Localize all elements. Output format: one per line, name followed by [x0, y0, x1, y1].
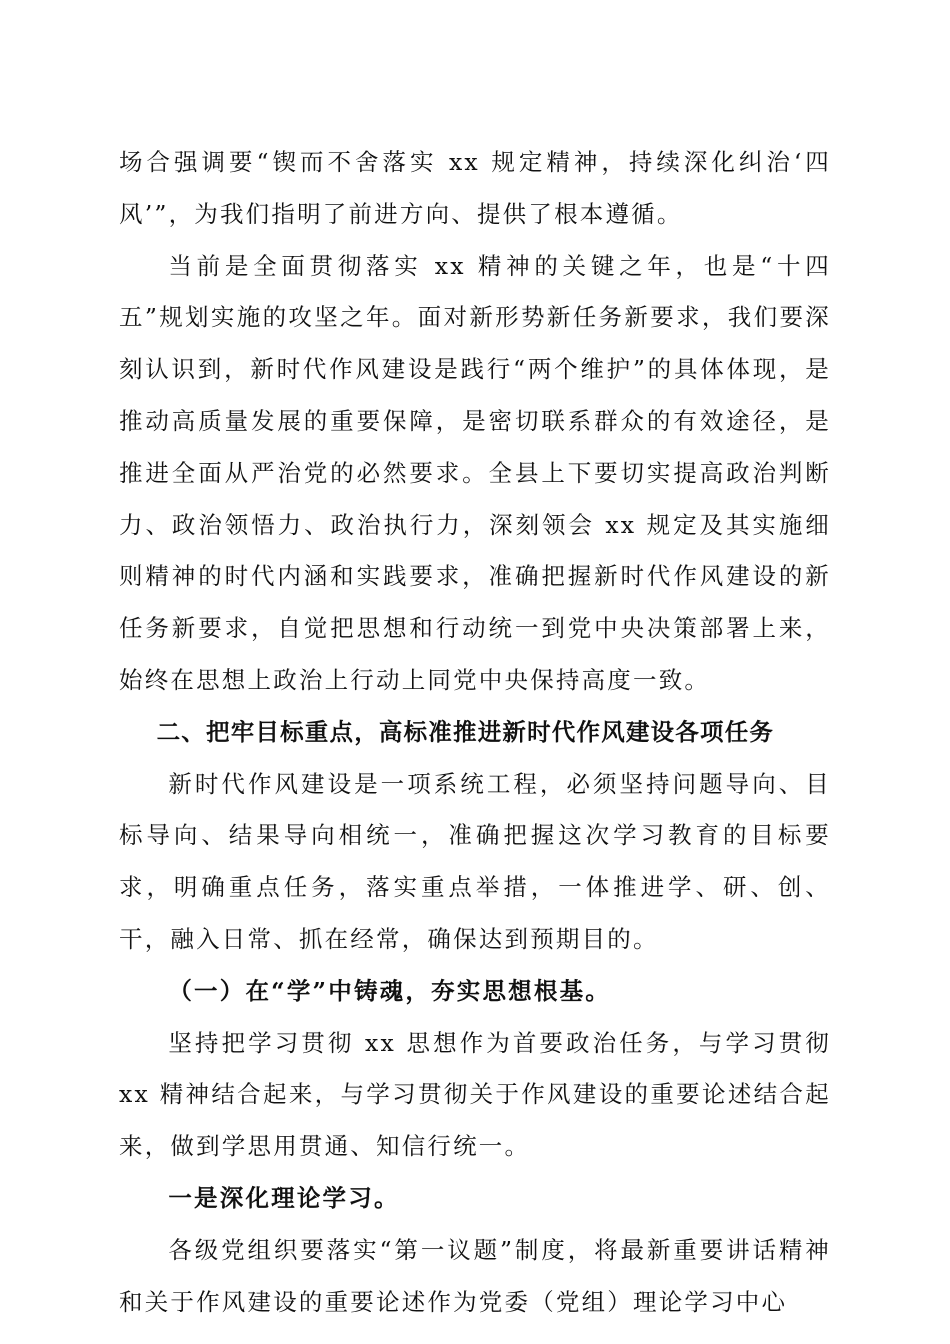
- paragraph-system-engineering: 新时代作风建设是一项系统工程，必须坚持问题导向、目标导向、结果导向相统一，准确把握这次学习教育的目标要求，明确重点任务，落实重点举措，一体推进学、研、创、干，融入日常、抓在经常，确保达到预期目的。: [119, 769, 831, 953]
- paragraph-continuation: 场合强调要“锲而不舍落实 xx 规定精神，持续深化纠治‘四风’”，为我们指明了前进方向、提供了根本遵循。: [119, 148, 831, 228]
- document-page: [119, 137, 831, 1328]
- section-heading-2: 二、把牢目标重点，高标准推进新时代作风建设各项任务: [156, 717, 775, 746]
- paragraph-study: 坚持把学习贯彻 xx 思想作为首要政治任务，与学习贯彻 xx 精神结合起来，与学习贯彻关于作风建设的重要论述结合起来，做到学思用贯通、知信行统一。: [119, 1028, 831, 1161]
- point-heading-1: 一是深化理论学习。: [168, 1183, 400, 1212]
- paragraph-current-situation: 当前是全面贯彻落实 xx 精神的关键之年，也是“十四五”规划实施的攻坚之年。面对新形势新任务新要求，我们要深刻认识到，新时代作风建设是践行“两个维护”的具体体现，是推动高质量发展的重要保障，是密切联系群众的有效途径，是推进全面从严治党的必然要求。全县上下要切实提高政治判断力、政治领悟力、政治执行力，深刻领会 xx 规定及其实施细则精神的时代内涵和实践要求，准确把握新时代作风建设的新任务新要求，自觉把思想和行动统一到党中央决策部署上来，始终在思想上政治上行动上同党中央保持高度一致。: [119, 251, 831, 694]
- subsection-heading-1: （一）在“学”中铸魂，夯实思想根基。: [168, 976, 611, 1005]
- paragraph-first-topic: 各级党组织要落实“第一议题”制度，将最新重要讲话精神和关于作风建设的重要论述作为党委（党组）理论学习中心: [119, 1235, 831, 1316]
